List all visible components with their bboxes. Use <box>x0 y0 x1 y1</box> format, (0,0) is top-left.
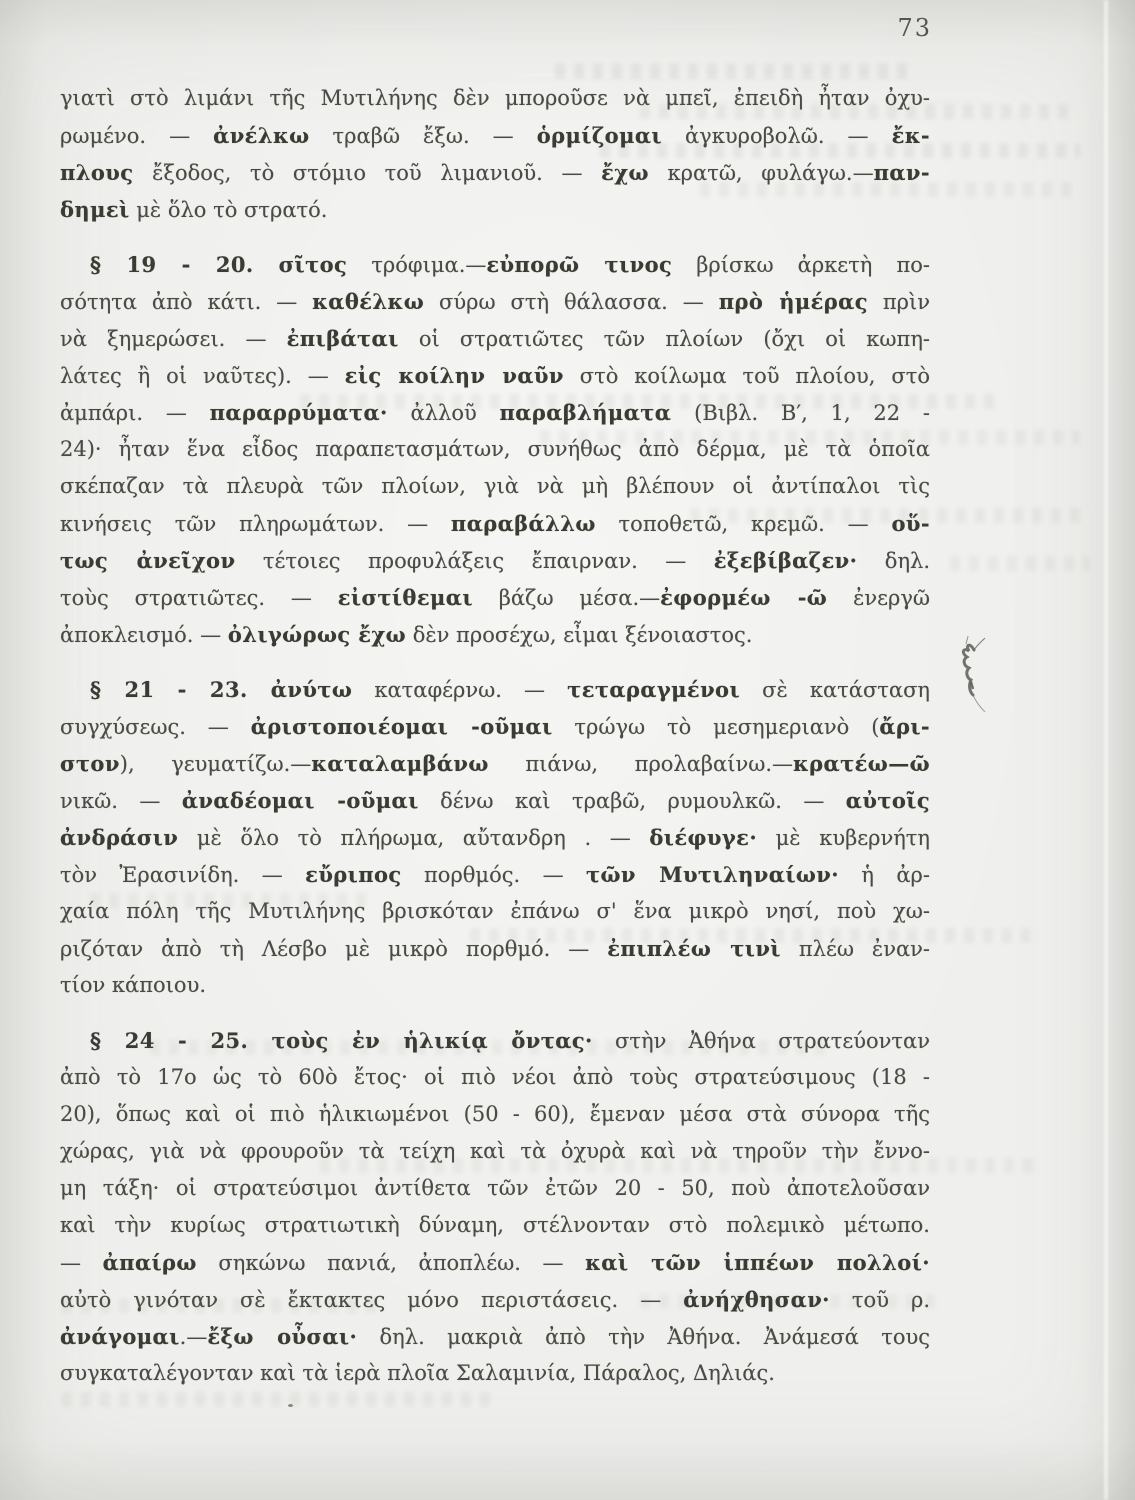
gloss-text: τὸν Ἐρασινίδη. — <box>60 863 306 887</box>
gloss-text: ἀγκυροβολῶ. — <box>661 124 892 148</box>
text-line <box>60 80 930 117</box>
page-edge-shade <box>1108 0 1135 1500</box>
gloss-text: σότητα ἀπὸ κάτι. — <box>60 290 313 314</box>
gloss-text: ριζόταν ἀπὸ τὴ Λέσβο μὲ μικρὸ πορθμό. — <box>60 937 608 961</box>
text-line <box>60 1318 930 1355</box>
headword-bold: ὁρμίζομαι <box>536 123 662 148</box>
headword-bold: παραβλήματα <box>499 400 672 425</box>
gloss-text: δηλ. μακριὰ ἀπὸ τὴν Ἀθήνα. Ἀνάμεσά τους <box>357 1325 930 1349</box>
headword-bold: εὔριπος <box>305 862 402 887</box>
text-line <box>60 1207 930 1244</box>
headword-bold: εὐπορῶ τινος <box>486 252 673 277</box>
gloss-text: χαία πόλη τῆς Μυτιλήνης βρισκόταν ἐπάνω σ' ἕνα μικρὸ νησί, ποὺ χω- <box>60 899 930 923</box>
gloss-text: πρὶν <box>867 290 930 314</box>
text-line <box>60 930 930 967</box>
text-line <box>60 782 930 819</box>
headword-bold: τῶν Μυτιληναίων· <box>585 862 839 887</box>
gloss-text: τρώγω τὸ μεσημεριανὸ ( <box>552 715 880 739</box>
gloss-text: τοὺς στρατιῶτες. — <box>60 586 338 610</box>
gloss-text: δηλ. <box>857 549 930 573</box>
gloss-text: τοποθετῶ, κρεμῶ. — <box>595 512 892 536</box>
headword-bold: ἄρι- <box>879 714 930 739</box>
text-line <box>60 431 930 468</box>
headword-bold: καὶ τῶν ἱππέων πολλοί· <box>585 1250 930 1275</box>
headword-bold: ἐξεβίβαζεν· <box>713 548 858 573</box>
headword-bold: καταλαμβάνω <box>311 751 489 776</box>
headword-bold: αὐτοῖς <box>845 788 930 813</box>
headword-bold: ἐφορμέω -ῶ <box>660 585 828 610</box>
gloss-text: ἡ ἀρ- <box>838 863 930 887</box>
gloss-text: πλέω ἐναν- <box>780 937 930 961</box>
gloss-text: ἀμπάρι. — <box>60 401 210 425</box>
headword-bold: ὀλιγώρως ἔχω <box>227 622 407 647</box>
headword-bold: § 24 - 25. τοὺς ἐν ἡλικίᾳ ὄντας· <box>90 1028 593 1053</box>
headword-bold: κρατέω—ῶ <box>793 751 930 776</box>
text-line <box>60 154 930 191</box>
gloss-text: μὲ ὅλο τὸ στρατό. <box>129 198 328 222</box>
headword-bold: παραβάλλω <box>450 511 596 536</box>
gloss-text: καὶ τὴν κυρίως στρατιωτικὴ δύναμη, στέλνονταν στὸ πολεμικὸ μέτωπο. <box>60 1213 930 1237</box>
show-through-ghost <box>62 1392 492 1407</box>
text-line <box>60 542 930 579</box>
text-line <box>60 856 930 893</box>
gloss-text: λάτες ἢ οἱ ναῦτες). — <box>60 364 345 388</box>
gloss-text: πορθμός. — <box>401 863 586 887</box>
text-line <box>60 1355 930 1392</box>
gloss-text: — <box>60 1251 103 1275</box>
text-line <box>60 246 930 283</box>
headword-bold: ἀπαίρω <box>102 1250 197 1275</box>
text-block <box>60 80 930 1392</box>
headword-bold: τως ἀνεῖχον <box>60 548 236 573</box>
text-line <box>60 1059 930 1096</box>
paragraph-section-19-20 <box>60 246 930 653</box>
headword-bold: πρὸ ἡμέρας <box>718 289 868 314</box>
show-through-ghost <box>555 64 915 79</box>
page-number: 73 <box>897 14 932 42</box>
gloss-text: 20), ὅπως καὶ οἱ πιὸ ἡλικιωμένοι (50 - 60), ἔμεναν μέσα στὰ σύνορα τῆς <box>60 1102 930 1126</box>
headword-bold: ἔξω οὖσαι· <box>207 1324 358 1349</box>
text-line <box>60 283 930 320</box>
headword-bold: πλους <box>60 160 134 185</box>
gloss-text: αὐτὸ γινόταν σὲ ἔκτακτες μόνο περιστάσεις. — <box>60 1288 684 1312</box>
gloss-text: σύρω στὴ θάλασσα. — <box>424 290 719 314</box>
headword-bold: ἀνάγομαι <box>60 1324 180 1349</box>
headword-bold: τεταραγμένοι <box>567 677 741 702</box>
show-through-ghost <box>950 556 1090 571</box>
headword-bold: παν- <box>873 160 930 185</box>
text-line <box>60 320 930 357</box>
gloss-text: μὲ ὅλο τὸ πλήρωμα, αὔτανδρη . — <box>178 826 650 850</box>
text-line <box>60 819 930 856</box>
gloss-text: νικῶ. — <box>60 789 182 813</box>
gloss-text: ἀπὸ τὸ 17ο ὡς τὸ 60ὸ ἔτος· οἱ πιὸ νέοι ἀπὸ τοὺς στρατεύσιμους (18 - <box>60 1065 930 1089</box>
gloss-text: 24)· ἦταν ἕνα εἶδος παραπετασμάτων, συνήθως ἀπὸ δέρμα, μὲ τὰ ὁποῖα <box>60 437 930 461</box>
text-line <box>60 671 930 708</box>
gloss-text: στὴν Ἀθήνα στρατεύονταν <box>592 1029 930 1053</box>
headword-bold: § 21 - 23. ἀνύτω <box>90 677 353 702</box>
headword-bold: § 19 - 20. σῖτος <box>90 252 348 277</box>
headword-bold: ἀνδράσιν <box>60 825 179 850</box>
gloss-text: ἀποκλεισμό. — <box>60 623 228 647</box>
gloss-text: καταφέρνω. — <box>352 678 568 702</box>
text-line <box>60 708 930 745</box>
text-line <box>60 616 930 653</box>
headword-bold: δημεὶ <box>60 197 130 222</box>
gloss-text: δὲν προσέχω, εἶμαι ξένοιαστος. <box>406 623 753 647</box>
gloss-text: ἀλλοῦ <box>387 401 500 425</box>
text-line <box>60 468 930 505</box>
text-line <box>60 117 930 154</box>
text-line <box>60 357 930 394</box>
gloss-text: συγχύσεως. — <box>60 715 251 739</box>
text-line <box>60 579 930 616</box>
gloss-text: κινήσεις τῶν πληρωμάτων. — <box>60 512 451 536</box>
gloss-text: μη τάξη· οἱ στρατεύσιμοι ἀντίθετα τῶν ἐτῶν 20 - 50, ποὺ ἀποτελοῦσαν <box>60 1176 930 1200</box>
gloss-text: χώρας, γιὰ νὰ φρουροῦν τὰ τείχη καὶ τὰ ὀχυρὰ καὶ νὰ τηροῦν τὴν ἔννο- <box>60 1139 930 1163</box>
text-line <box>60 1244 930 1281</box>
gloss-text: ἐνεργῶ <box>827 586 930 610</box>
headword-bold: ἔχω <box>601 160 649 185</box>
gloss-text: συγκαταλέγονταν καὶ τὰ ἱερὰ πλοῖα Σαλαμινία, Πάραλος, Δηλιάς. <box>60 1361 775 1385</box>
headword-bold: εἰστίθεμαι <box>337 585 473 610</box>
text-line <box>60 893 930 930</box>
gloss-text: τοῦ ρ. <box>829 1288 930 1312</box>
ink-fleck <box>288 1404 293 1407</box>
text-line <box>60 967 930 1004</box>
headword-bold: ἐπιβάται <box>286 326 399 351</box>
ink-blot-mark <box>952 636 996 732</box>
text-line <box>60 1281 930 1318</box>
headword-bold: στον <box>60 751 120 776</box>
gloss-text: τραβῶ ἔξω. — <box>309 124 537 148</box>
gloss-text: σκέπαζαν τὰ πλευρὰ τῶν πλοίων, γιὰ νὰ μὴ βλέπουν οἱ ἀντίπαλοι τὶς <box>60 474 930 498</box>
gloss-text: .— <box>179 1325 208 1349</box>
paragraph-section-continuation <box>60 80 930 228</box>
text-line <box>60 1170 930 1207</box>
headword-bold: οὕ- <box>891 511 930 536</box>
paragraph-section-21-23 <box>60 671 930 1004</box>
gloss-text: (Βιβλ. Β′, 1, 22 - <box>671 401 930 425</box>
gloss-text: τέτοιες προφυλάξεις ἔπαιρναν. — <box>235 549 714 573</box>
text-line <box>60 505 930 542</box>
gloss-text: ρωμένο. — <box>60 124 214 148</box>
gloss-text: σὲ κατάσταση <box>740 678 930 702</box>
text-line <box>60 745 930 782</box>
headword-bold: ἀνέλκω <box>213 123 310 148</box>
gloss-text: νὰ ξημερώσει. — <box>60 327 287 351</box>
gloss-text: τίον κάποιου. <box>60 973 207 997</box>
gloss-text: πιάνω, προλαβαίνω.— <box>488 752 794 776</box>
gloss-text: γιατὶ στὸ λιμάνι τῆς Μυτιλήνης δὲν μποροῦσε νὰ μπεῖ, ἐπειδὴ ἦταν ὀχυ- <box>60 86 930 110</box>
paragraph-section-24-25 <box>60 1022 930 1392</box>
gloss-text: μὲ κυβερνήτη <box>757 826 930 850</box>
headword-bold: καθέλκω <box>312 289 425 314</box>
headword-bold: παραρρύματα· <box>209 400 388 425</box>
gloss-text: δένω καὶ τραβῶ, ρυμουλκῶ. — <box>418 789 846 813</box>
text-line <box>60 1133 930 1170</box>
gloss-text: οἱ στρατιῶτες τῶν πλοίων (ὄχι οἱ κωπη- <box>398 327 930 351</box>
text-line <box>60 1096 930 1133</box>
headword-bold: ἀναδέομαι -οῦμαι <box>181 788 419 813</box>
text-line <box>60 394 930 431</box>
gloss-text: ἔξοδος, τὸ στόμιο τοῦ λιμανιοῦ. — <box>133 161 602 185</box>
headword-bold: ἐπιπλέω τινὶ <box>607 936 781 961</box>
gloss-text: ), γευματίζω.— <box>119 752 312 776</box>
headword-bold: διέφυγε· <box>649 825 758 850</box>
headword-bold: ἀνήχθησαν· <box>683 1287 830 1312</box>
headword-bold: εἰς κοίλην ναῦν <box>344 363 564 388</box>
gloss-text: τρόφιμα.— <box>347 253 487 277</box>
gloss-text: βρίσκω ἀρκετὴ πο- <box>672 253 930 277</box>
gloss-text: βάζω μέσα.— <box>472 586 661 610</box>
headword-bold: ἀριστοποιέομαι -οῦμαι <box>250 714 553 739</box>
text-line <box>60 191 930 228</box>
gloss-text: σηκώνω πανιά, ἀποπλέω. — <box>196 1251 586 1275</box>
text-line <box>60 1022 930 1059</box>
gloss-text: στὸ κοίλωμα τοῦ πλοίου, στὸ <box>563 364 930 388</box>
gloss-text: κρατῶ, φυλάγω.— <box>648 161 874 185</box>
headword-bold: ἔκ- <box>891 123 930 148</box>
